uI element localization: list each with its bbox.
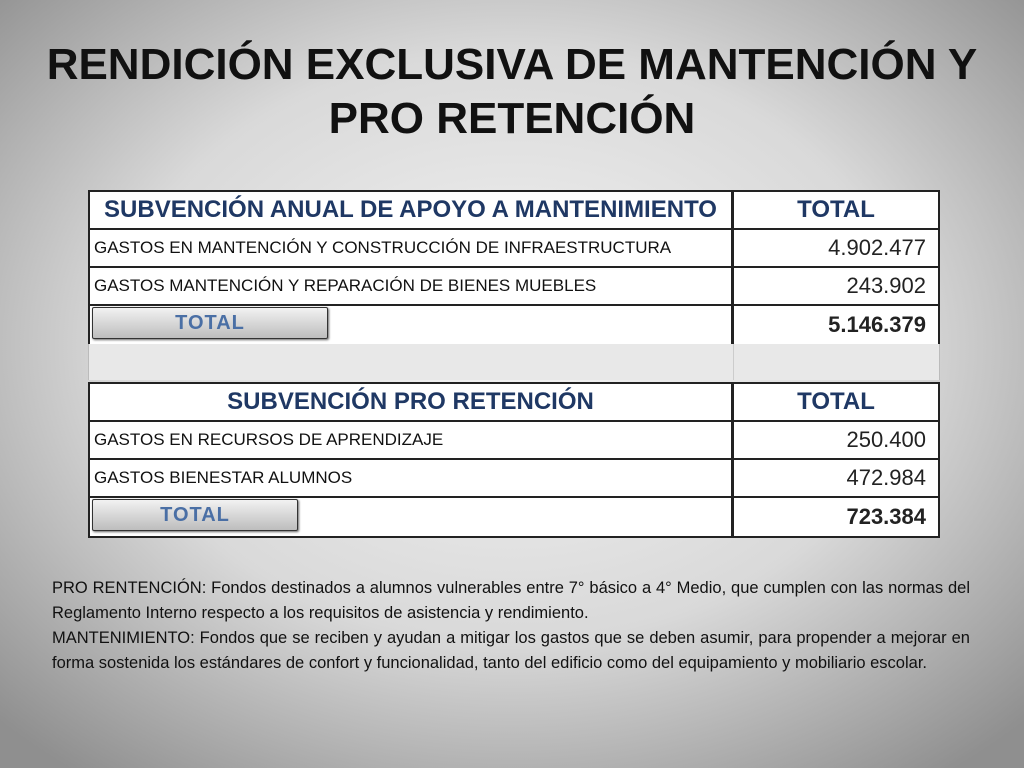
table-row (90, 230, 938, 268)
maintenance-table (88, 190, 940, 346)
total-cell (90, 306, 734, 344)
header-total: TOTAL (797, 388, 875, 415)
total-value: 723.384 (846, 504, 926, 529)
total-row (90, 306, 938, 344)
table-row (90, 268, 938, 306)
row-value: 472.984 (846, 465, 926, 490)
total-cell (90, 498, 734, 536)
table-row (90, 460, 938, 498)
row-value: 243.902 (846, 273, 926, 298)
description (52, 576, 970, 676)
header-concept: SUBVENCIÓN PRO RETENCIÓN (90, 384, 734, 420)
row-label: GASTOS BIENESTAR ALUMNOS (90, 460, 734, 496)
table-header (90, 384, 938, 422)
header-concept: SUBVENCIÓN ANUAL DE APOYO A MANTENIMIENTO (90, 192, 734, 228)
total-row (90, 498, 938, 536)
total-value: 5.146.379 (828, 312, 926, 337)
total-button[interactable]: TOTAL (92, 307, 328, 339)
table-header (90, 192, 938, 230)
total-button[interactable]: TOTAL (92, 499, 298, 531)
table-row (90, 422, 938, 460)
row-label: GASTOS MANTENCIÓN Y REPARACIÓN DE BIENES MUEBLES (90, 268, 734, 304)
row-value: 4.902.477 (828, 235, 926, 260)
table-gap (88, 344, 940, 380)
retention-table (88, 382, 940, 538)
description-paragraph-retention: PRO RENTENCIÓN: Fondos destinados a alumnos vulnerables entre 7° básico a 4° Medio, que cumplen con las normas del Reglamento Interno respecto a los requisitos de asistencia y rendimiento. (52, 579, 970, 622)
header-total: TOTAL (797, 196, 875, 223)
row-label: GASTOS EN RECURSOS DE APRENDIZAJE (90, 422, 734, 458)
row-value: 250.400 (846, 427, 926, 452)
row-label: GASTOS EN MANTENCIÓN Y CONSTRUCCIÓN DE INFRAESTRUCTURA (90, 230, 734, 266)
slide-title: RENDICIÓN EXCLUSIVA DE MANTENCIÓN Y PRO RETENCIÓN (46, 40, 978, 143)
description-paragraph-maintenance: MANTENIMIENTO: Fondos que se reciben y ayudan a mitigar los gastos que se deben asumir, para propender a mejorar en forma sostenida los estándares de confort y funcionalidad, tanto del edificio como del equipamiento y mobiliario escolar. (52, 629, 970, 672)
gap-divider (733, 344, 734, 380)
